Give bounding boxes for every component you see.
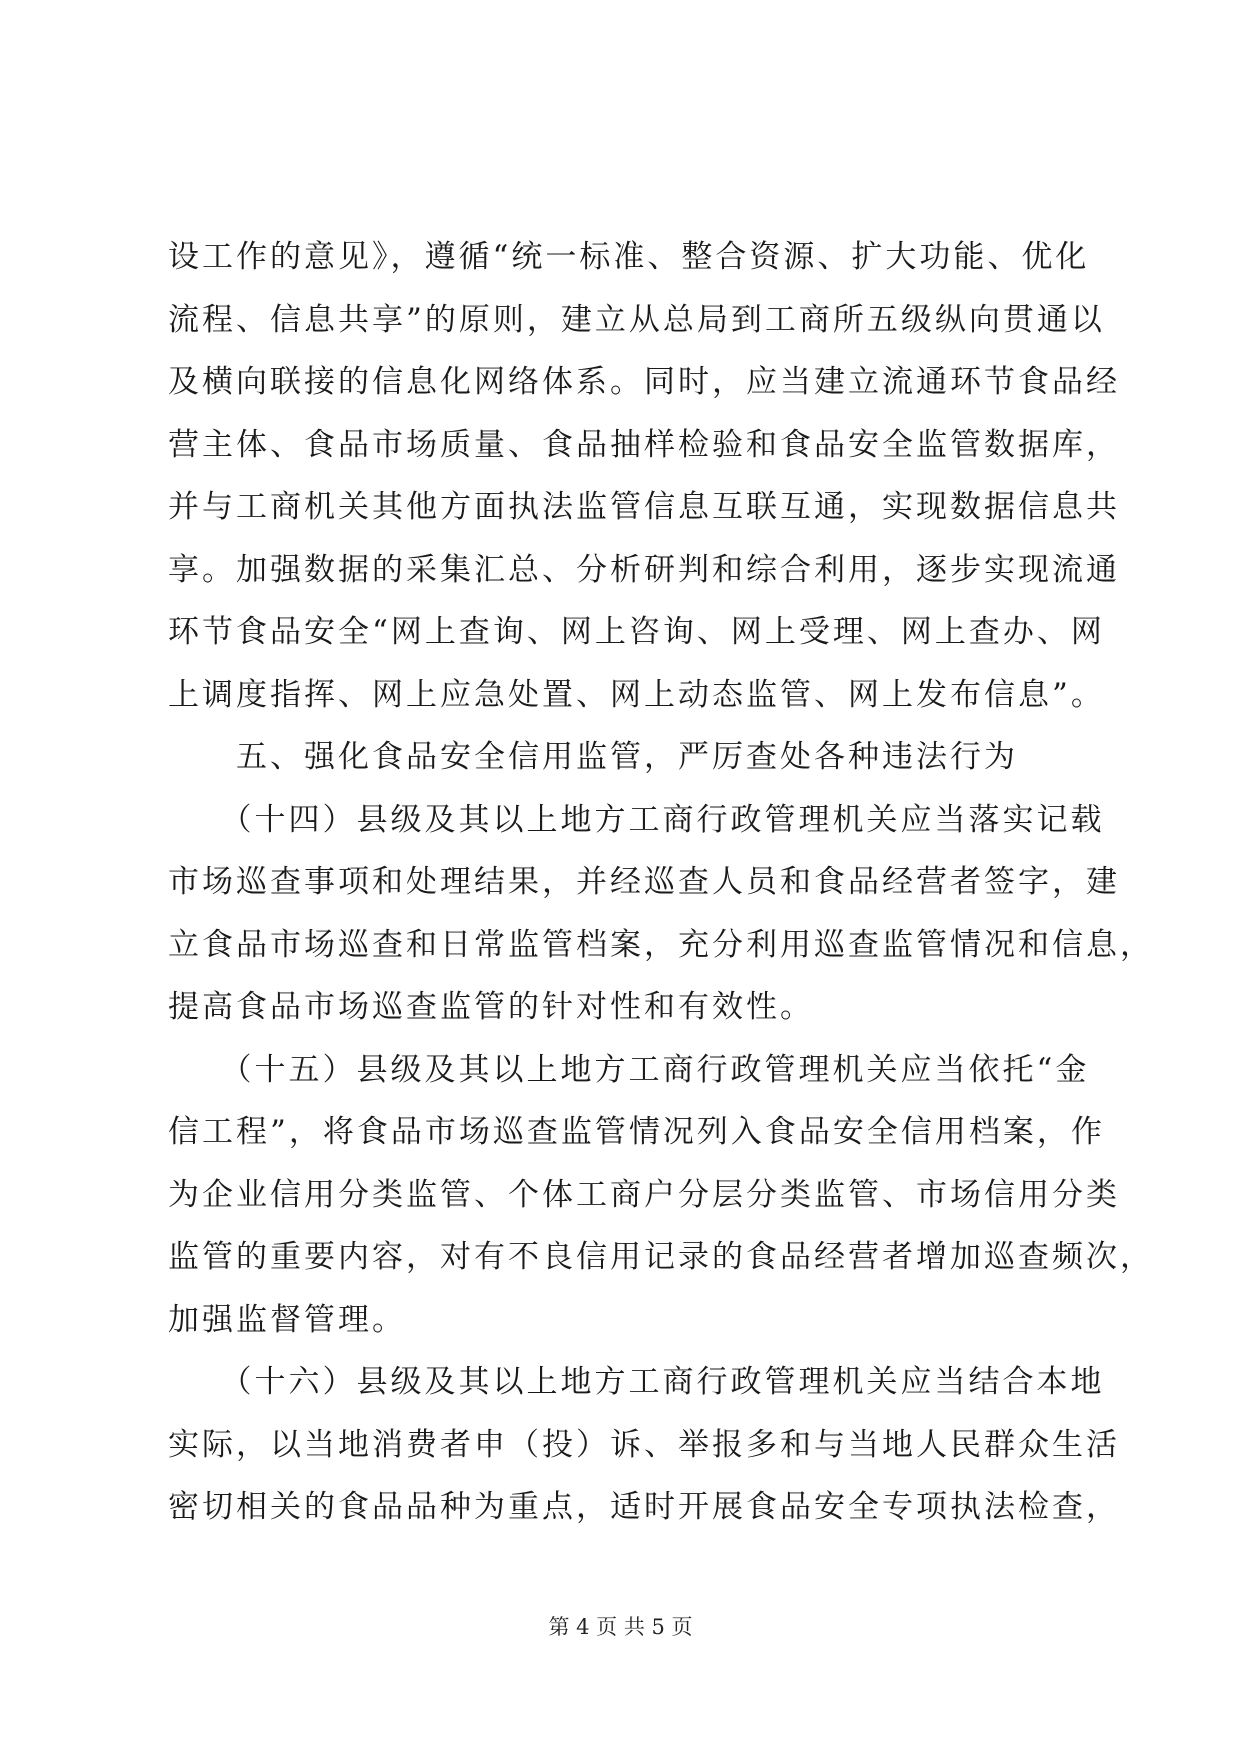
text-line: 市场巡查事项和处理结果，并经巡查人员和食品经营者签字，建 bbox=[168, 864, 1120, 900]
text-line: （十四）县级及其以上地方工商行政管理机关应当落实记载 bbox=[168, 801, 1105, 838]
text-line: 立食品市场巡查和日常监管档案，充分利用巡查监管情况和信息， bbox=[168, 926, 1154, 963]
text-line: （十五）县级及其以上地方工商行政管理机关应当依托“金 bbox=[168, 1051, 1090, 1088]
text-line: 环节食品安全“网上查询、网上咨询、网上受理、网上查办、网 bbox=[168, 614, 1105, 650]
text-line: 营主体、食品市场质量、食品抽样检验和食品安全监管数据库， bbox=[168, 426, 1120, 463]
page-footer bbox=[0, 1612, 1241, 1642]
text-line: 实际，以当地消费者申（投）诉、举报多和与当地人民群众生活 bbox=[168, 1426, 1120, 1463]
text-line: （十六）县级及其以上地方工商行政管理机关应当结合本地 bbox=[168, 1364, 1105, 1400]
section-heading: 五、强化食品安全信用监管，严厉查处各种违法行为 bbox=[168, 739, 1018, 775]
text-line: 上调度指挥、网上应急处置、网上动态监管、网上发布信息”。 bbox=[168, 676, 1105, 713]
text-line: 享。加强数据的采集汇总、分析研判和综合利用，逐步实现流通 bbox=[168, 551, 1120, 588]
text-line: 及横向联接的信息化网络体系。同时，应当建立流通环节食品经 bbox=[168, 364, 1120, 400]
text-line: 提高食品市场巡查监管的针对性和有效性。 bbox=[168, 989, 814, 1025]
text-line: 流程、信息共享”的原则，建立从总局到工商所五级纵向贯通以 bbox=[168, 301, 1105, 338]
body-text bbox=[168, 226, 1154, 1539]
text-line: 为企业信用分类监管、个体工商户分层分类监管、市场信用分类 bbox=[168, 1176, 1120, 1213]
text-line: 密切相关的食品品种为重点，适时开展食品安全专项执法检查， bbox=[168, 1489, 1120, 1525]
text-line: 信工程”，将食品市场巡查监管情况列入食品安全信用档案，作 bbox=[168, 1114, 1105, 1150]
text-line: 设工作的意见》，遵循“统一标准、整合资源、扩大功能、优化 bbox=[168, 239, 1090, 275]
text-line: 监管的重要内容，对有不良信用记录的食品经营者增加巡查频次， bbox=[168, 1239, 1154, 1275]
text-line: 并与工商机关其他方面执法监管信息互联互通，实现数据信息共 bbox=[168, 489, 1120, 525]
text-line: 加强监督管理。 bbox=[168, 1301, 406, 1338]
page-number-label: 第 4 页 共 5 页 bbox=[548, 1615, 693, 1639]
